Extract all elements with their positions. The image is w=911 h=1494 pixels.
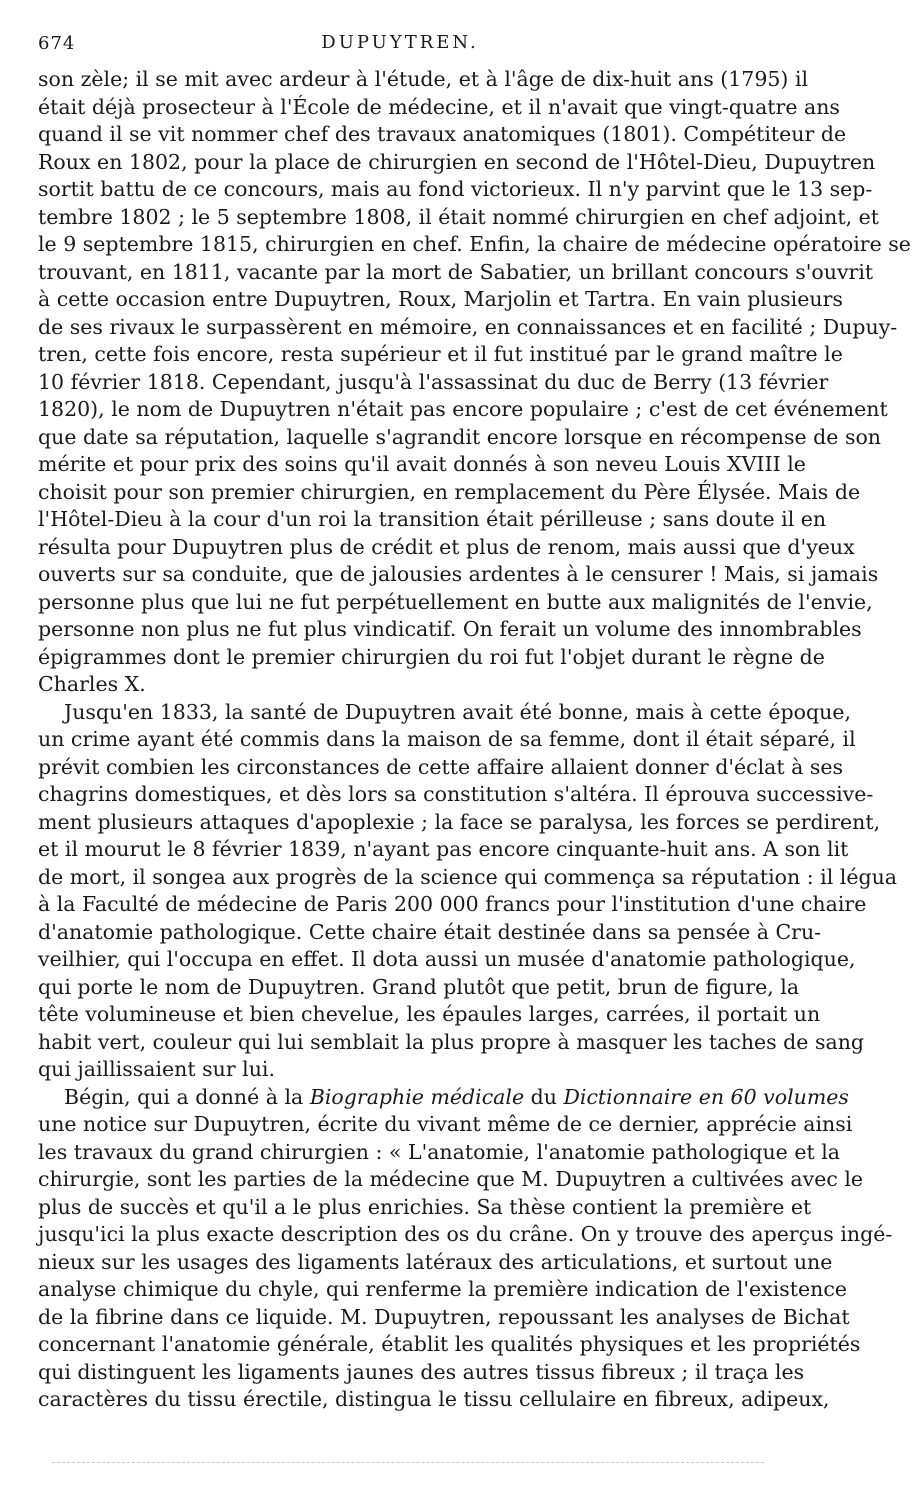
text-line: ouverts sur sa conduite, que de jalousies ardentes à le censurer ! Mais, si jamais	[38, 562, 879, 586]
text-block	[38, 66, 911, 1414]
text-line: qui distinguent les ligaments jaunes des autres tissus fibreux ; il traça les	[38, 1359, 805, 1384]
text-line: et il mourut le 8 février 1839, n'ayant pas encore cinquante-huit ans. A son lit	[38, 837, 849, 861]
text-line: à la Faculté de médecine de Paris 200 000 francs pour l'institution d'une chaire	[38, 892, 867, 916]
text-line: 1820), le nom de Dupuytren n'était pas encore populaire ; c'est de cet événement	[38, 397, 888, 421]
text-line: son zèle; il se mit avec ardeur à l'étude, et à l'âge de dix-huit ans (1795) il	[38, 67, 809, 91]
text-line: à cette occasion entre Dupuytren, Roux, Marjolin et Tartra. En vain plusieurs	[38, 287, 843, 311]
text-line: mérite et pour prix des soins qu'il avait donnés à son neveu Louis XVIII le	[38, 452, 806, 476]
text-line: choisit pour son premier chirurgien, en remplacement du Père Élysée. Mais de	[38, 479, 861, 504]
text-line: ment plusieurs attaques d'apoplexie ; la face se paralysa, les forces se perdirent,	[38, 809, 881, 834]
text-line: caractères du tissu érectile, distingua le tissu cellulaire en fibreux, adipeux,	[38, 1387, 830, 1411]
text-line: les travaux du grand chirurgien : « L'anatomie, l'anatomie pathologique et la	[38, 1139, 840, 1164]
text-line: veilhier, qui l'occupa en effet. Il dota aussi un musée d'anatomie pathologique,	[38, 947, 856, 971]
text-line: qui jaillissaient sur lui.	[38, 1057, 275, 1081]
text-line: 10 février 1818. Cependant, jusqu'à l'assassinat du duc de Berry (13 février	[38, 369, 829, 394]
text-line: analyse chimique du chyle, qui renferme la première indication de l'existence	[38, 1277, 847, 1301]
text-line: personne plus que lui ne fut perpétuellement en butte aux malignités de l'envie,	[38, 589, 873, 614]
text-line: le 9 septembre 1815, chirurgien en chef. Enfin, la chaire de médecine opératoire se	[38, 232, 911, 256]
text-line: épigrammes dont le premier chirurgien du roi fut l'objet durant le règne de	[38, 644, 825, 669]
text-line: jusqu'ici la plus exacte description des os du crâne. On y trouve des aperçus ingé-	[38, 1222, 893, 1246]
text-line: habit vert, couleur qui lui semblait la plus propre à masquer les taches de sang	[38, 1029, 865, 1054]
text-line: concernant l'anatomie générale, établit les qualités physiques et les propriétés	[38, 1332, 861, 1356]
text-line: plus de succès et qu'il a le plus enrichies. Sa thèse contient la première et	[38, 1194, 812, 1219]
text-line: une notice sur Dupuytren, écrite du vivant même de ce dernier, apprécie ainsi	[38, 1112, 853, 1136]
text-line: de ses rivaux le surpassèrent en mémoire, en connaissances et en facilité ; Dupuy-	[38, 314, 898, 339]
text-line: personne non plus ne fut plus vindicatif. On ferait un volume des innombrables	[38, 617, 862, 641]
text-line: était déjà prosecteur à l'École de médecine, et il n'avait que vingt-quatre ans	[38, 94, 840, 119]
paragraph	[38, 66, 911, 699]
text-line: résulta pour Dupuytren plus de crédit et plus de renom, mais aussi que d'yeux	[38, 534, 855, 559]
text-line: tren, cette fois encore, resta supérieur et il fut institué par le grand maître le	[38, 342, 843, 366]
text-line: chagrins domestiques, et dès lors sa constitution s'altéra. Il éprouva successive-	[38, 782, 874, 806]
text-line: d'anatomie pathologique. Cette chaire était destinée dans sa pensée à Cru-	[38, 919, 822, 944]
text-line: quand il se vit nommer chef des travaux anatomiques (1801). Compétiteur de	[38, 122, 847, 146]
text-line: Bégin, qui a donné à la Biographie médicale du Dictionnaire en 60 volumes	[64, 1084, 849, 1109]
paragraph	[38, 1084, 893, 1414]
text-line: Jusqu'en 1833, la santé de Dupuytren avait été bonne, mais à cette époque,	[64, 699, 851, 724]
text-line: Roux en 1802, pour la place de chirurgien en second de l'Hôtel-Dieu, Dupuytren	[38, 149, 876, 174]
text-line: Charles X.	[38, 672, 146, 696]
text-line: trouvant, en 1811, vacante par la mort de Sabatier, un brillant concours s'ouvrit	[38, 259, 874, 284]
text-line: chirurgie, sont les parties de la médecine que M. Dupuytren a cultivées avec le	[38, 1167, 864, 1191]
text-line: que date sa réputation, laquelle s'agrandit encore lorsque en récompense de son	[38, 424, 882, 449]
text-line: nieux sur les usages des ligaments latéraux des articulations, et surtout une	[38, 1249, 833, 1274]
text-line: sortit battu de ce concours, mais au fond victorieux. Il n'y parvint que le 13 sep-	[38, 177, 873, 201]
paragraph	[38, 699, 898, 1084]
footer-rule	[52, 1462, 764, 1463]
text-line: un crime ayant été commis dans la maison de sa femme, dont il était séparé, il	[38, 727, 856, 751]
text-line: qui porte le nom de Dupuytren. Grand plutôt que petit, brun de figure, la	[38, 974, 800, 999]
text-line: de mort, il songea aux progrès de la science qui commença sa réputation : il légua	[38, 864, 898, 889]
text-line: tête volumineuse et bien chevelue, les épaules larges, carrées, il portait un	[38, 1002, 821, 1026]
text-line: de la fibrine dans ce liquide. M. Dupuytren, repoussant les analyses de Bichat	[38, 1304, 850, 1329]
page-number: 674	[38, 33, 76, 54]
text-line: tembre 1802 ; le 5 septembre 1808, il était nommé chirurgien en chef adjoint, et	[38, 204, 880, 229]
text-line: l'Hôtel-Dieu à la cour d'un roi la transition était périlleuse ; sans doute il en	[38, 507, 827, 531]
text-line: prévit combien les circonstances de cette affaire allaient donner d'éclat à ses	[38, 754, 844, 779]
running-head: DUPUYTREN.	[321, 32, 479, 53]
